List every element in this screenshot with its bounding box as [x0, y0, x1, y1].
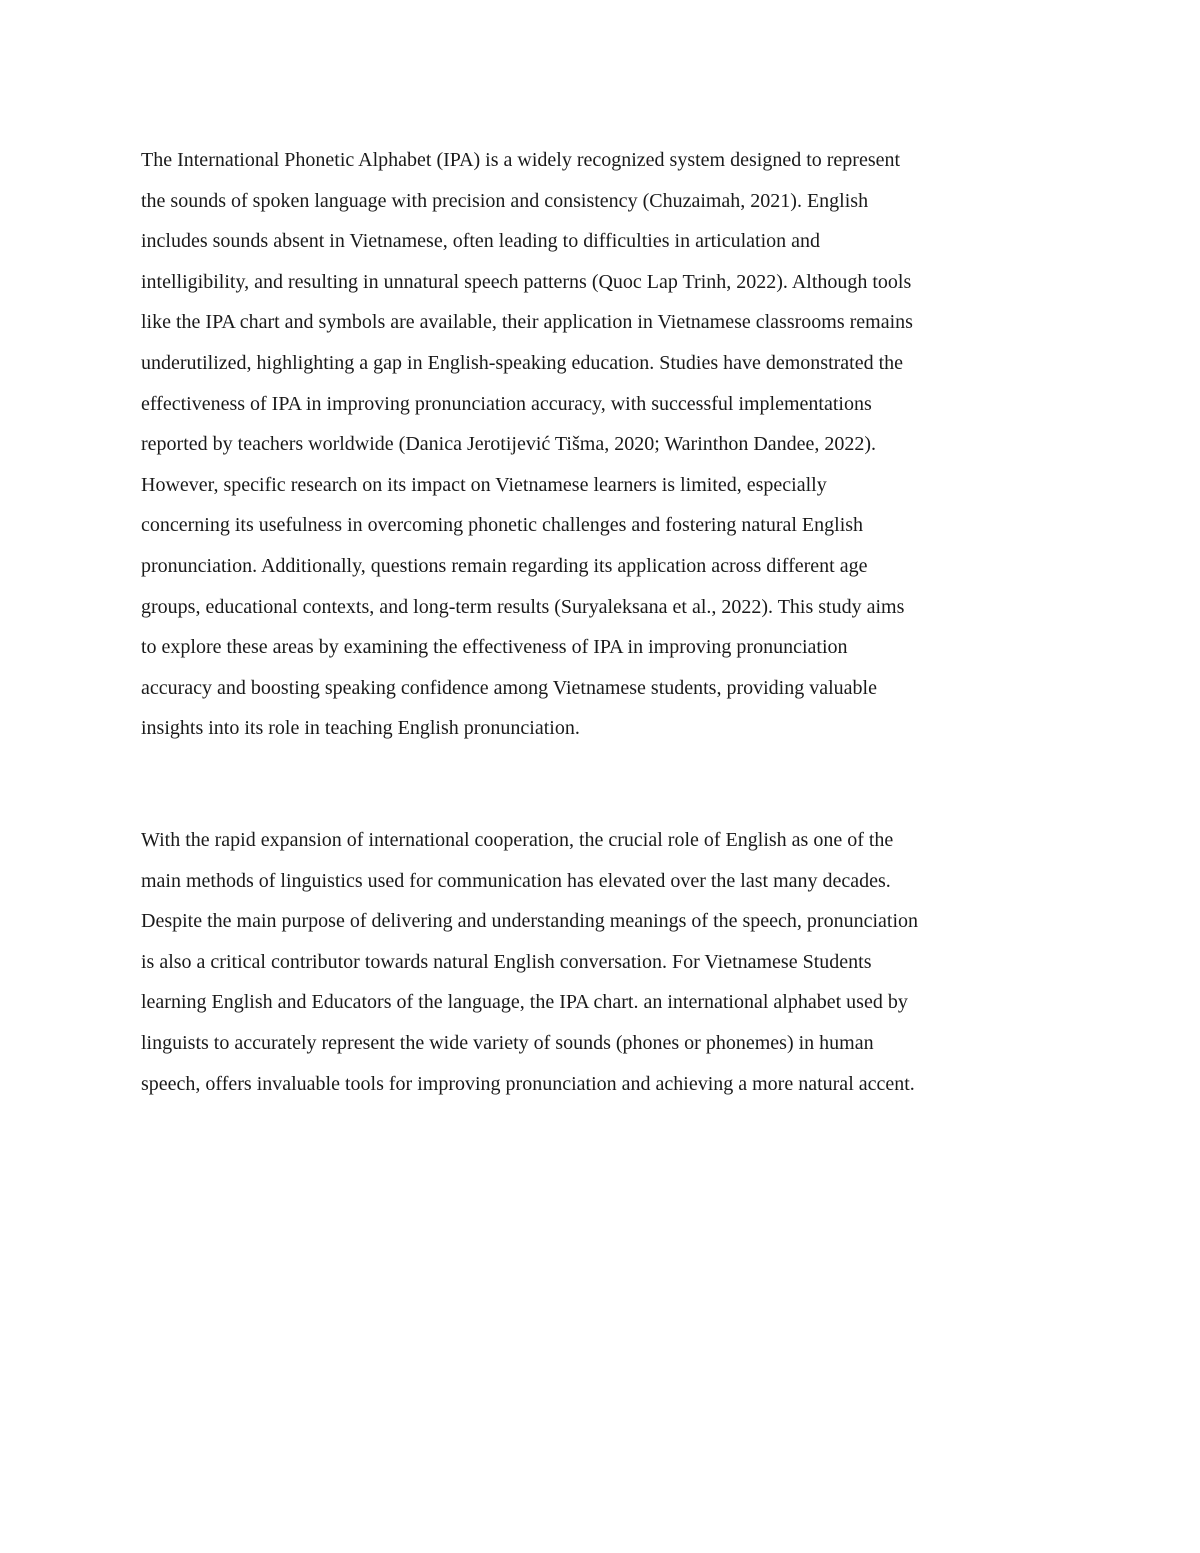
- paragraph-line: like the IPA chart and symbols are available, their application in Vietnamese classrooms remains: [141, 311, 913, 334]
- paragraph-line: insights into its role in teaching English pronunciation.: [141, 717, 580, 740]
- paragraph-line: The International Phonetic Alphabet (IPA) is a widely recognized system designed to represent: [141, 149, 901, 171]
- paragraph-line: to explore these areas by examining the effectiveness of IPA in improving pronunciation: [141, 636, 848, 659]
- paragraph-line: learning English and Educators of the language, the IPA chart. an international alphabet used by: [141, 991, 908, 1014]
- paragraph-line: accuracy and boosting speaking confidence among Vietnamese students, providing valuable: [141, 676, 877, 699]
- paragraph-line: speech, offers invaluable tools for improving pronunciation and achieving a more natural accent.: [141, 1072, 915, 1095]
- paragraph-line: the sounds of spoken language with precision and consistency (Chuzaimah, 2021). English: [141, 189, 869, 212]
- paragraph-line: pronunciation. Additionally, questions remain regarding its application across different age: [141, 554, 868, 577]
- paragraph-line: main methods of linguistics used for communication has elevated over the last many decades.: [141, 869, 891, 892]
- paragraph-2: [141, 820, 1066, 1104]
- paragraph-line: concerning its usefulness in overcoming phonetic challenges and fostering natural English: [141, 514, 864, 537]
- paragraph-line: reported by teachers worldwide (Danica Jerotijević Tišma, 2020; Warinthon Dandee, 2022).: [141, 433, 877, 456]
- paragraph-line: Despite the main purpose of delivering and understanding meanings of the speech, pronunciation: [141, 910, 919, 933]
- paragraph-line: intelligibility, and resulting in unnatural speech patterns (Quoc Lap Trinh, 2022). Although tools: [141, 270, 912, 293]
- paragraph-line: With the rapid expansion of international cooperation, the crucial role of English as one of the: [141, 829, 894, 851]
- paragraph-line: includes sounds absent in Vietnamese, often leading to difficulties in articulation and: [141, 230, 821, 253]
- paragraph-line: groups, educational contexts, and long-term results (Suryaleksana et al., 2022). This study aims: [141, 595, 905, 618]
- paragraph-line: underutilized, highlighting a gap in English-speaking education. Studies have demonstrated the: [141, 351, 904, 374]
- paragraph-line: effectiveness of IPA in improving pronunciation accuracy, with successful implementations: [141, 392, 872, 415]
- paragraph-line: linguists to accurately represent the wide variety of sounds (phones or phonemes) in human: [141, 1031, 874, 1054]
- paragraph-line: is also a critical contributor towards natural English conversation. For Vietnamese Students: [141, 950, 872, 973]
- paragraph-1: [141, 140, 1066, 749]
- paragraph-line: However, specific research on its impact on Vietnamese learners is limited, especially: [141, 473, 827, 496]
